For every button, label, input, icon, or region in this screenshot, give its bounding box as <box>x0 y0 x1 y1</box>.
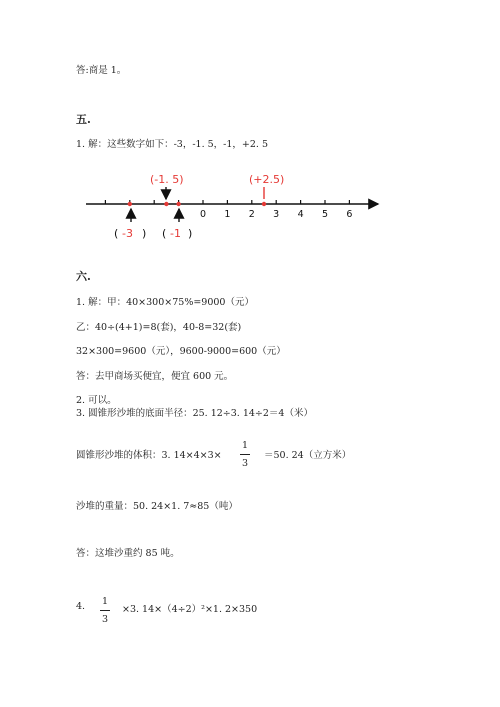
answer-top: 答:商是 1。 <box>76 65 127 76</box>
tick-label: 3 <box>273 209 280 220</box>
section-6-line-7b: ＝50. 24（立方米） <box>264 450 352 461</box>
tick-label: 2 <box>248 209 255 220</box>
label-plus-2-5: (+2.5) <box>249 173 285 186</box>
tick-label: 5 <box>321 209 329 220</box>
point-mark <box>164 202 168 206</box>
fraction-bar <box>100 610 110 611</box>
fraction-bar <box>240 454 250 455</box>
tick-label: 1 <box>224 209 231 220</box>
tick-label: 6 <box>346 209 353 220</box>
fraction-numerator: 1 <box>241 440 249 451</box>
fraction-one-third-1 <box>240 440 250 469</box>
number-line-tick-labels <box>200 209 352 220</box>
section-5-title: 五. <box>76 113 91 126</box>
label-minus-1-5: (-1. 5) <box>150 173 184 186</box>
tick-label: 4 <box>297 209 304 220</box>
label-minus-3-value: -3 <box>122 227 133 240</box>
section-6-line-3: 32×300=9600（元），9600-9000=600（元） <box>76 346 286 357</box>
section-6-line-6: 3. 圆锥形沙堆的底面半径：25. 12÷3. 14÷2＝4（米） <box>76 408 313 419</box>
label-minus-1-value: -1 <box>170 227 181 240</box>
section-6-line-10a: 4. <box>76 601 86 612</box>
point-mark <box>262 202 266 206</box>
label-minus-3-open: ( <box>114 227 119 240</box>
fraction-one-third-2 <box>100 596 110 625</box>
tick-label: 0 <box>199 209 207 220</box>
point-mark <box>128 202 132 206</box>
section-6-line-7a: 圆锥形沙堆的体积：3. 14×4×3× <box>76 450 222 461</box>
fraction-denominator: 3 <box>101 614 109 625</box>
section-6-line-10b: ×3. 14×（4÷2）²×1. 2×350 <box>122 604 258 615</box>
number-line <box>0 0 500 250</box>
section-6-line-5: 2. 可以。 <box>76 395 117 406</box>
label-minus-1-open: ( <box>162 227 167 240</box>
section-6-line-9: 答：这堆沙重约 85 吨。 <box>76 548 180 559</box>
section-6-line-8: 沙堆的重量：50. 24×1. 7≈85（吨） <box>76 501 238 512</box>
fraction-denominator: 3 <box>241 458 249 469</box>
fraction-numerator: 1 <box>101 596 109 607</box>
label-minus-1-close: ) <box>188 227 193 240</box>
point-mark <box>176 202 180 206</box>
section-6-title: 六. <box>76 270 91 283</box>
section-6-line-4: 答：去甲商场买便宜，便宜 600 元。 <box>76 371 234 382</box>
section-5-line-1: 1. 解：这些数字如下：-3，-1. 5，-1，+2. 5 <box>76 139 269 150</box>
section-6-line-1: 1. 解：甲：40×300×75%=9000（元） <box>76 297 254 308</box>
label-minus-3-close: ) <box>142 227 147 240</box>
section-6-line-2: 乙：40÷(4+1)=8(套)，40-8=32(套) <box>76 322 242 333</box>
